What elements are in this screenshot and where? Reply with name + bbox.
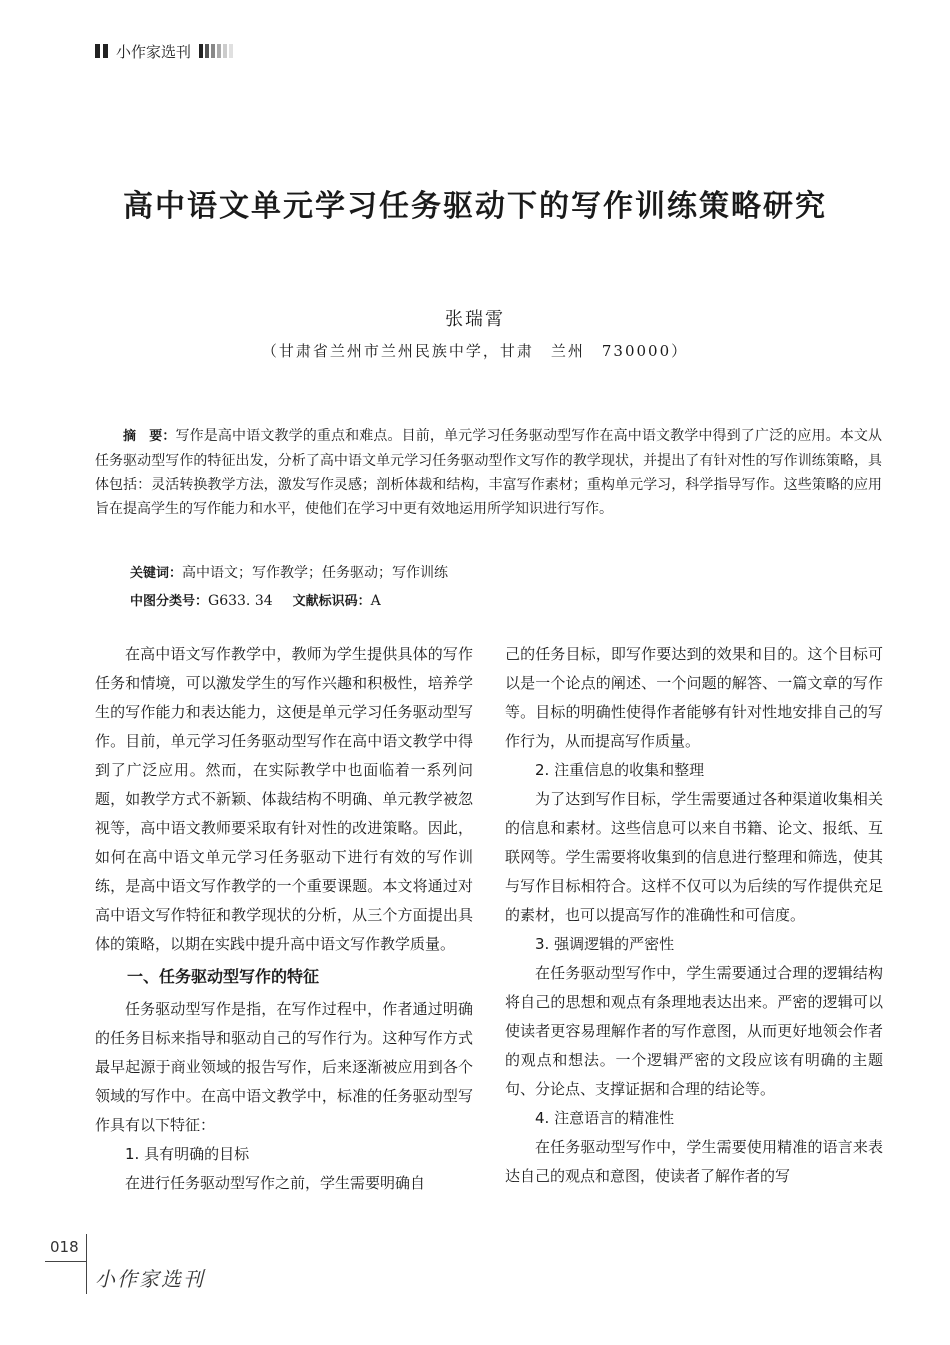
doc-code-label: 文献标识码： [292, 594, 371, 609]
subsection-heading: 1. 具有明确的目标 [125, 1145, 250, 1163]
subsection-heading: 2. 注重信息的收集和整理 [535, 761, 705, 779]
footer-rule [45, 1261, 87, 1262]
author-name: 张瑞霄 [445, 309, 505, 330]
body-paragraph: 在进行任务驱动型写作之前，学生需要明确自 [125, 1174, 426, 1192]
subsection-heading: 3. 强调逻辑的严密性 [535, 935, 675, 953]
left-column [95, 640, 473, 1198]
body-paragraph: 在任务驱动型写作中，学生需要通过合理的逻辑结构将自己的思想和观点有条理地表达出来。严密的逻辑可以使读者更容易理解作者的写作意图，从而更好地领会作者的观点和想法。一个逻辑严密的文段应该有明确的主题句、分论点、支撑证据和合理的结论等。 [505, 964, 883, 1098]
footer-logo: 小作家选刊 [95, 1267, 205, 1291]
footer-vertical-rule [86, 1234, 87, 1294]
clc-value: G633. 34 [208, 593, 273, 609]
body-paragraph: 己的任务目标，即写作要达到的效果和目的。这个目标可以是一个论点的阐述、一个问题的解答、一篇文章的写作等。目标的明确性使得作者能够有针对性地安排自己的写作行为，从而提高写作质量。 [505, 645, 883, 750]
right-column [505, 640, 883, 1191]
clc-label: 中图分类号： [130, 594, 209, 609]
abstract [95, 424, 882, 521]
body-paragraph: 任务驱动型写作是指，在写作过程中，作者通过明确的任务目标来指导和驱动自己的写作行为。这种写作方式最早起源于商业领域的报告写作，后来逐渐被应用到各个领域的写作中。在高中语文教学中，标准的任务驱动型写作具有以下特征： [95, 1000, 473, 1134]
header-fade-bars-icon [199, 44, 233, 58]
abstract-label: 摘 要： [123, 429, 176, 444]
header-bar-icon [95, 44, 100, 58]
subsection-heading: 4. 注意语言的精准性 [535, 1109, 675, 1127]
header-bar-icon [103, 44, 108, 58]
keywords-text: 高中语文；写作教学；任务驱动；写作训练 [182, 565, 449, 581]
abstract-text: 写作是高中语文教学的重点和难点。目前，单元学习任务驱动型写作在高中语文教学中得到了广泛的应用。本文从任务驱动型写作的特征出发，分析了高中语文单元学习任务驱动型作文写作的教学现状，并提出了有针对性的写作训练策略，具体包括：灵活转换教学方法，激发写作灵感；剖析体裁和结构，丰富写作素材；重构单元学习，科学指导写作。这些策略的应用旨在提高学生的写作能力和水平，使他们在学习中更有效地运用所学知识进行写作。 [95, 428, 882, 517]
section-heading: 一、任务驱动型写作的特征 [127, 967, 320, 986]
body-paragraph: 在高中语文写作教学中，教师为学生提供具体的写作任务和情境，可以激发学生的写作兴趣和积极性，培养学生的写作能力和表达能力，这便是单元学习任务驱动型写作。目前，单元学习任务驱动型写作在高中语文教学中得到了广泛应用。然而，在实际教学中也面临着一系列问题，如教学方式不新颖、体裁结构不明确、单元教学被忽视等，高中语文教师要采取有针对性的改进策略。因此，如何在高中语文单元学习任务驱动下进行有效的写作训练，是高中语文写作教学的一个重要课题。本文将通过对高中语文写作特征和教学现状的分析，从三个方面提出具体的策略，以期在实践中提升高中语文写作教学质量。 [95, 645, 473, 953]
journal-name: 小作家选刊 [116, 42, 192, 61]
doc-code-value: A [370, 593, 381, 609]
keywords [130, 562, 448, 582]
classification [130, 590, 381, 609]
article-title: 高中语文单元学习任务驱动下的写作训练策略研究 [123, 189, 827, 224]
keywords-label: 关键词： [130, 566, 183, 581]
body-paragraph: 为了达到写作目标，学生需要通过各种渠道收集相关的信息和素材。这些信息可以来自书籍、论文、报纸、互联网等。学生需要将收集到的信息进行整理和筛选，使其与写作目标相符合。这样不仅可以为后续的写作提供充足的素材，也可以提高写作的准确性和可信度。 [505, 790, 883, 924]
author-affiliation: （甘肃省兰州市兰州民族中学，甘肃 兰州 730000） [261, 342, 689, 360]
page-number: 018 [50, 1238, 79, 1256]
running-header [95, 41, 233, 61]
body-paragraph: 在任务驱动型写作中，学生需要使用精准的语言来表达自己的观点和意图，使读者了解作者的写 [505, 1138, 883, 1185]
